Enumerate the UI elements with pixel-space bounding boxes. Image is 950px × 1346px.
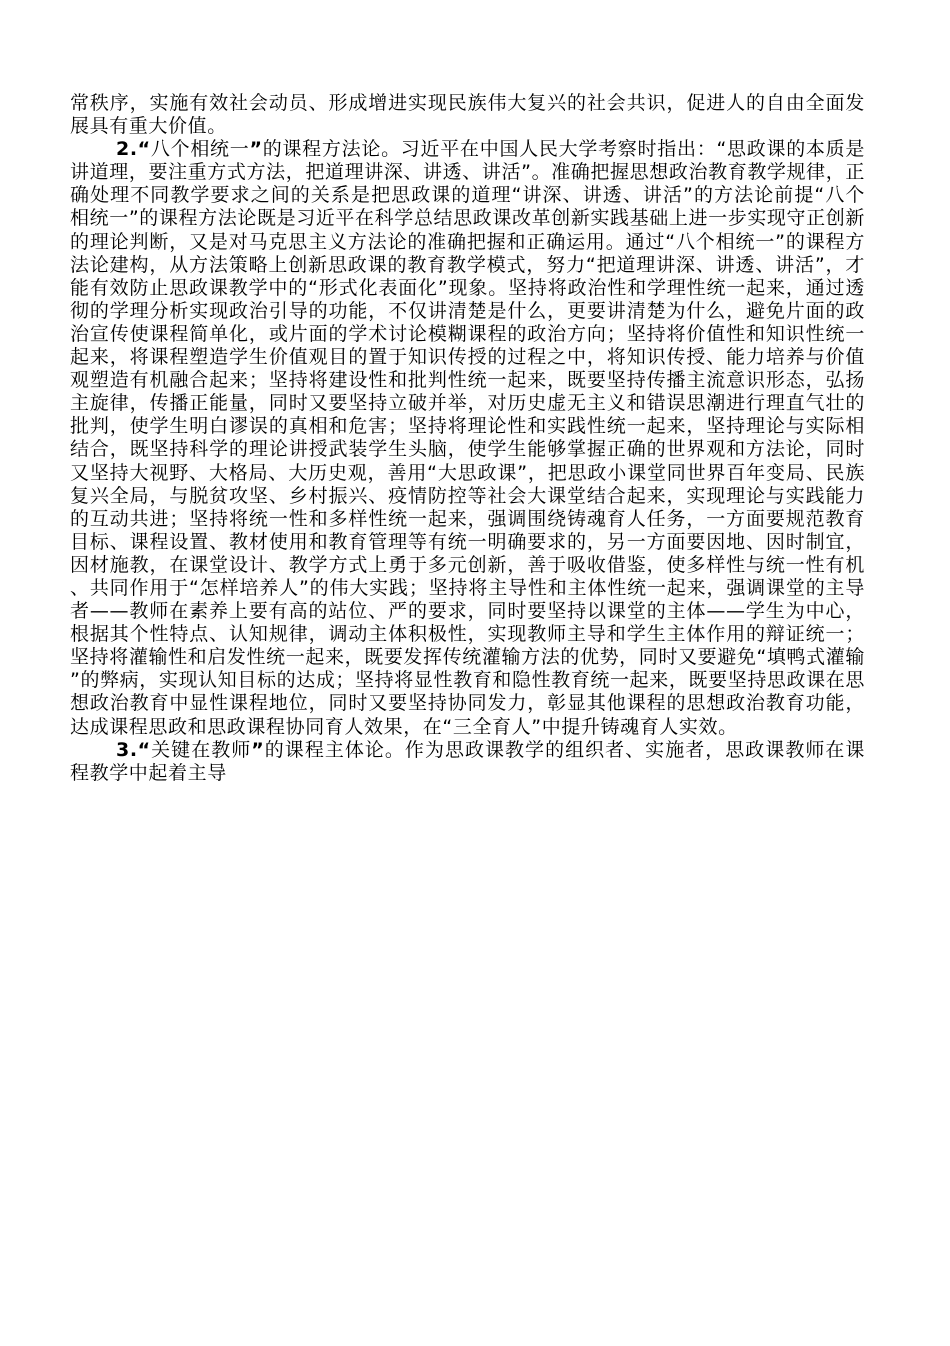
section-title-2: 八个相统一: [150, 138, 250, 161]
section-number-3: 3.“: [116, 738, 151, 761]
paragraph-teacher-key: [70, 739, 865, 785]
paragraph-continuation: 常秩序，实施有效社会动员、形成增进实现民族伟大复兴的社会共识，促进人的自由全面发展具有重大价值。: [70, 92, 865, 138]
section-quote-end-3: ”: [251, 738, 265, 761]
paragraph-body-2: 的课程方法论。习近平在中国人民大学考察时指出：“思政课的本质是讲道理，要注重方式方法，把道理讲深、讲透、讲活”。准确把握思想政治教育教学规律，正确处理不同教学要求之间的关系是把思政课的道理“讲深、讲透、讲活”的方法论前提“八个相统一”的课程方法论既是习近平在科学总结思政课改革创新实践基础上进一步实现守正创新的理论判断，又是对马克思主义方法论的准确把握和正确运用。通过“八个相统一”的课程方法论建构，从方法策略上创新思政课的教育教学模式，努力“把道理讲深、讲透、讲活”，才能有效防止思政课教学中的“形式化表面化”现象。坚持将政治性和学理性统一起来，通过透彻的学理分析实现政治引导的功能，不仅讲清楚是什么，更要讲清楚为什么，避免片面的政治宣传使课程简单化，或片面的学术讨论模糊课程的政治方向；坚持将价值性和知识性统一起来，将课程塑造学生价值观目的置于知识传授的过程之中，将知识传授、能力培养与价值观塑造有机融合起来；坚持将建设性和批判性统一起来，既要坚持传播主流意识形态，弘扬主旋律，传播正能量，同时又要坚持立破并举，对历史虚无主义和错误思潮进行理直气壮的批判，使学生明白谬误的真相和危害；坚持将理论性和实践性统一起来，坚持理论与实际相结合，既坚持科学的理论讲授武装学生头脑，使学生能够掌握正确的世界观和方法论，同时又坚持大视野、大格局、大历史观，善用“大思政课”，把思政小课堂同世界百年变局、民族复兴全局，与脱贫攻坚、乡村振兴、疫情防控等社会大课堂结合起来，实现理论与实践能力的互动共进；坚持将统一性和多样性统一起来，强调围绕铸魂育人任务，一方面要规范教育目标、课程设置、教材使用和教育管理等有统一明确要求的，另一方面要因地、因时制宜，因材施教，在课堂设计、教学方式上勇于多元创新，善于吸收借鉴，使多样性与统一性有机、共同作用于“怎样培养人”的伟大实践；坚持将主导性和主体性统一起来，强调课堂的主导者——教师在素养上要有高的站位、严的要求，同时要坚持以课堂的主体——学生为中心，根据其个性特点、认知规律，调动主体积极性，实现教师主导和学生主体作用的辩证统一；坚持将灌输性和启发性统一起来，既要发挥传统灌输方法的优势，同时又要避免“填鸭式灌输”的弊病，实现认知目标的达成；坚持将显性教育和隐性教育统一起来，既要坚持思政课在思想政治教育中显性课程地位，同时又要坚持协同发力，彰显其他课程的思想政治教育功能，达成课程思政和思政课程协同育人效果，在“三全育人”中提升铸魂育人实效。: [70, 138, 865, 738]
paragraph-eight-unities: [70, 138, 865, 738]
paragraph-body-3: 的课程主体论。作为思政课教学的组织者、实施者，思政课教师在课程教学中起着主导: [70, 738, 865, 784]
section-quote-end-2: ”: [249, 138, 263, 161]
section-number-2: 2.“: [116, 138, 151, 161]
document-page: [70, 92, 865, 785]
section-title-3: 关键在教师: [150, 738, 252, 761]
